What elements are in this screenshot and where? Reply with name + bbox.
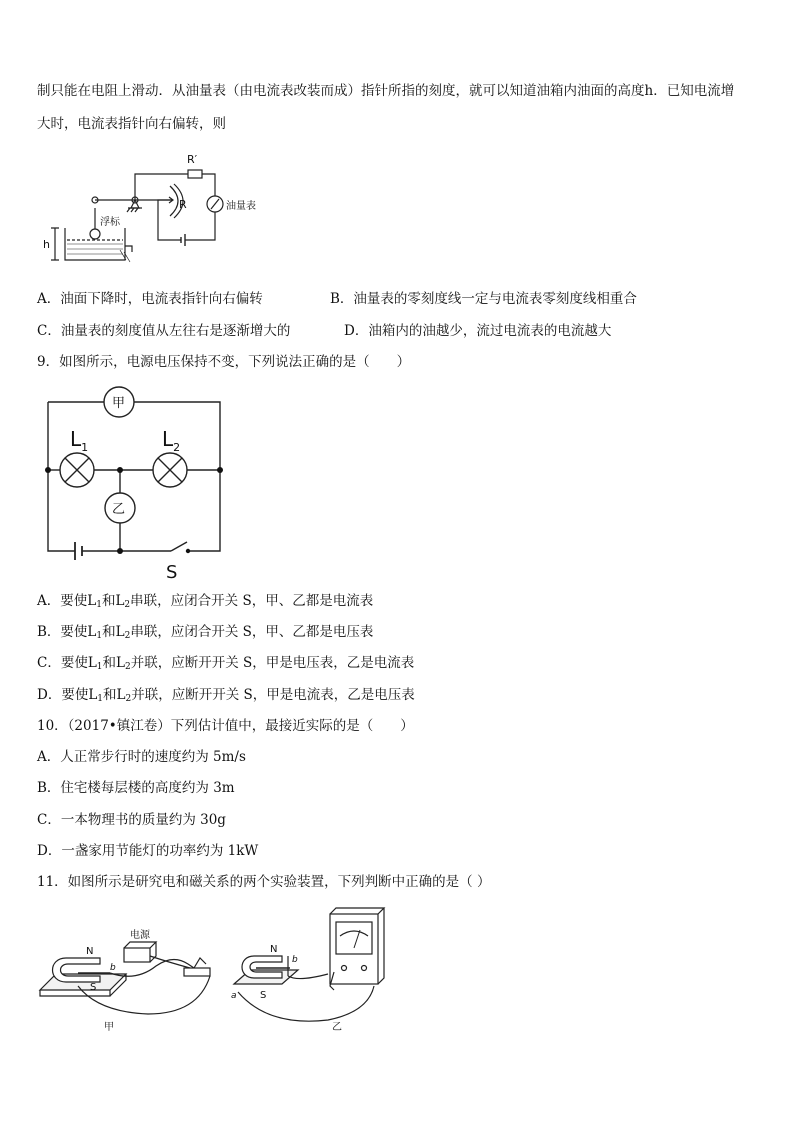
q8-option-d: D．油箱内的油越少，流过电流表的电流越大 <box>344 323 612 339</box>
q9-circuit-figure <box>40 388 230 583</box>
gauge-label: 油量表 <box>226 201 256 212</box>
r-prime-label: R′ <box>187 153 198 166</box>
q9-stem: 9．如图所示，电源电压保持不变，下列说法正确的是（ ） <box>37 354 411 370</box>
q10-option-c: C．一本物理书的质量约为 30g <box>37 812 226 828</box>
h-label: h <box>43 238 50 251</box>
magnet-n-label-left: N <box>86 946 94 957</box>
q10-option-b: B．住宅楼每层楼的高度约为 3m <box>37 780 235 796</box>
figure-yi-caption: 乙 <box>332 1022 342 1033</box>
magnet-n-label-right: N <box>270 944 278 955</box>
q10-stem: 10．（2017•镇江卷）下列估计值中，最接近实际的是（ ） <box>37 718 414 734</box>
meter-jia-label: 甲 <box>112 396 126 411</box>
q9-option-b: B．要使$L_1$和$L_2$串联，应闭合开关 S，甲、乙都是电压表 <box>37 624 374 641</box>
point-b-label-right: b <box>292 955 298 965</box>
r-label: R <box>179 198 187 211</box>
q8-option-c: C．油量表的刻度值从左往右是逐渐增大的 <box>37 323 291 339</box>
q9-option-a: A．要使$L_1$和$L_2$串联，应闭合开关 S，甲、乙都是电流表 <box>37 593 374 610</box>
point-b-label-left: b <box>110 963 116 973</box>
q10-option-d: D．一盏家用节能灯的功率约为 1kW <box>37 843 259 859</box>
q8-stem-line-1: 制只能在电阻上滑动．从油量表（由电流表改装而成）指针所指的刻度，就可以知道油箱内油面的高度h．已知电流增 <box>37 83 735 99</box>
q10-option-a: A．人正常步行时的速度约为 5m/s <box>37 749 246 765</box>
point-a-label: a <box>231 991 237 1001</box>
q8-option-b: B．油量表的零刻度线一定与电流表零刻度线相重合 <box>330 291 637 307</box>
lamp-l2-label: $L_2$ <box>162 427 181 454</box>
figure-jia-caption: 甲 <box>104 1022 114 1033</box>
q9-option-d: D．要使$L_1$和$L_2$并联，应断开开关 S，甲是电流表，乙是电压表 <box>37 687 415 704</box>
q8-oil-gauge-figure <box>40 148 270 283</box>
meter-yi-label: 乙 <box>112 502 126 517</box>
magnet-s-label-left: S <box>90 982 97 993</box>
q9-option-c: C．要使$L_1$和$L_2$并联，应断开开关 S，甲是电压表，乙是电流表 <box>37 655 415 672</box>
lamp-l1-label: $L_1$ <box>70 427 89 454</box>
q11-experiment-figure <box>38 902 383 1032</box>
power-supply-label: 电源 <box>130 930 150 941</box>
q11-stem: 11．如图所示是研究电和磁关系的两个实验装置，下列判断中正确的是（ ） <box>37 874 491 890</box>
switch-s-label: S <box>166 562 178 583</box>
magnet-s-label-right: S <box>260 990 267 1001</box>
q8-option-a: A．油面下降时，电流表指针向右偏转 <box>37 291 263 307</box>
float-label: 浮标 <box>100 217 120 228</box>
q8-stem-line-2: 大时，电流表指针向右偏转，则 <box>37 116 226 132</box>
